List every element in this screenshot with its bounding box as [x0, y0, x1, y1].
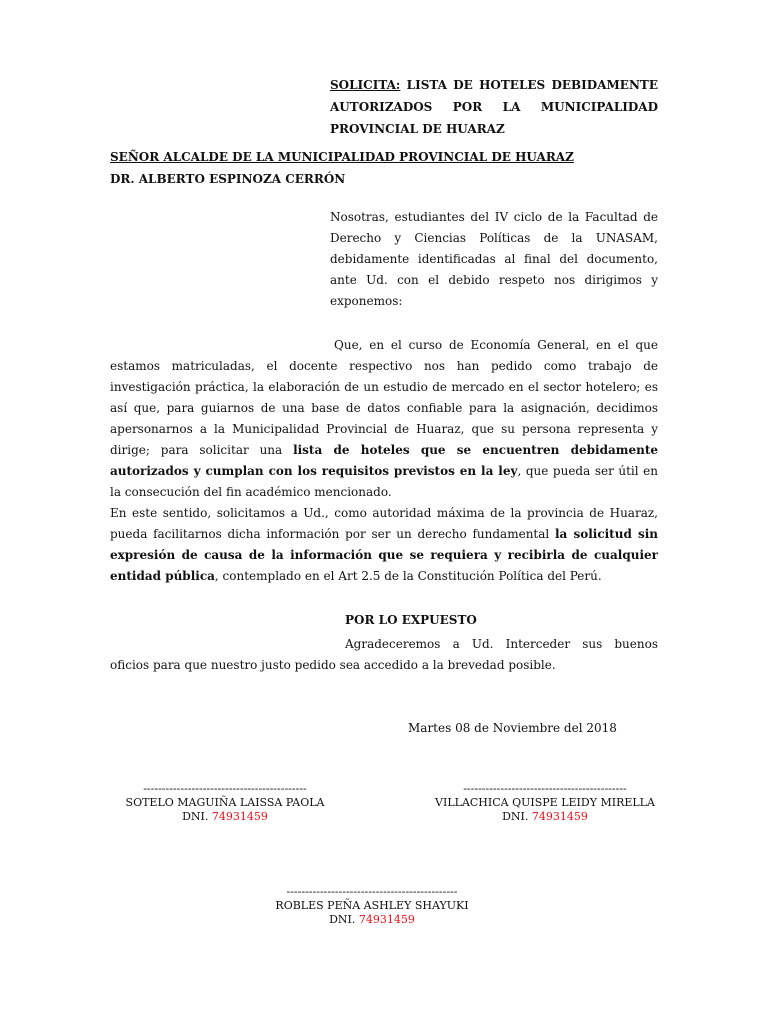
- signer-name: SOTELO MAGUIÑA LAISSA PAOLA: [125, 796, 325, 809]
- signature-block-1: [112, 782, 338, 824]
- request-header: [330, 74, 658, 140]
- dni-number: 74931459: [358, 913, 415, 926]
- dni-number: 74931459: [211, 810, 268, 823]
- signature-line: --------------------------------------------: [463, 782, 627, 795]
- dni-label: DNI.: [329, 913, 356, 926]
- body-p1-start: Que, en el curso de Economía General, en el que estamos matriculadas, el docente respectivo nos han pedido como trabajo de investigación práctica, la elaboración de un estudio de mercado en el sector hotelero; es así que, para guiarnos de una base de datos confiable para la asignación, decidimos apersonarnos a la Municipalidad Provincial de Huaraz, que su persona representa y dirige; para solicitar una: [110, 338, 658, 457]
- signature-line: --------------------------------------------: [143, 782, 307, 795]
- closing-text: Agradeceremos a Ud. Interceder sus buenos oficios para que nuestro justo pedido sea accedido a la brevedad posible.: [110, 637, 658, 672]
- solicita-text: LISTA DE HOTELES DEBIDAMENTE AUTORIZADOS POR LA MUNICIPALIDAD PROVINCIAL DE HUARAZ: [330, 78, 658, 136]
- signer-name: ROBLES PEÑA ASHLEY SHAYUKI: [275, 899, 469, 912]
- body-p2-end: , contemplado en el Art 2.5 de la Constitución Política del Perú.: [214, 569, 602, 583]
- closing-paragraph: [110, 634, 658, 676]
- signature-block-2: [432, 782, 658, 824]
- dni-label: DNI.: [182, 810, 209, 823]
- intro-paragraph: Nosotras, estudiantes del IV ciclo de la Facultad de Derecho y Ciencias Políticas de la UNASAM, debidamente identificadas al final del documento, ante Ud. con el debido respeto nos dirigimos y exponemos:: [330, 210, 658, 308]
- signer-name: VILLACHICA QUISPE LEIDY MIRELLA: [435, 796, 655, 809]
- body-paragraphs: [110, 335, 658, 587]
- dni-label: DNI.: [502, 810, 529, 823]
- closing-heading: POR LO EXPUESTO: [345, 613, 477, 627]
- body-p2-start: En este sentido, solicitamos a Ud., como autoridad máxima de la provincia de Huaraz, pueda facilitarnos dicha información por ser un derecho fundamental: [110, 506, 658, 541]
- signature-line: ----------------------------------------------: [286, 885, 458, 898]
- body-p1-bold: lista de hoteles que se encuentren debidamente autorizados y cumplan con los requisitos previstos en la ley: [110, 443, 658, 478]
- dni-number: 74931459: [531, 810, 588, 823]
- body-p2-bold: la solicitud sin expresión de causa de la información que se requiera y recibirla de cualquier entidad pública: [110, 527, 658, 583]
- addressee-name: DR. ALBERTO ESPINOZA CERRÓN: [110, 172, 346, 186]
- signature-block-3: [254, 885, 490, 927]
- document-date: Martes 08 de Noviembre del 2018: [408, 721, 617, 735]
- solicita-label: SOLICITA:: [330, 78, 401, 92]
- body-p1-end: , que pueda ser útil en la consecución del fin académico mencionado.: [110, 464, 658, 499]
- addressee-title: SEÑOR ALCALDE DE LA MUNICIPALIDAD PROVINCIAL DE HUARAZ: [110, 150, 574, 164]
